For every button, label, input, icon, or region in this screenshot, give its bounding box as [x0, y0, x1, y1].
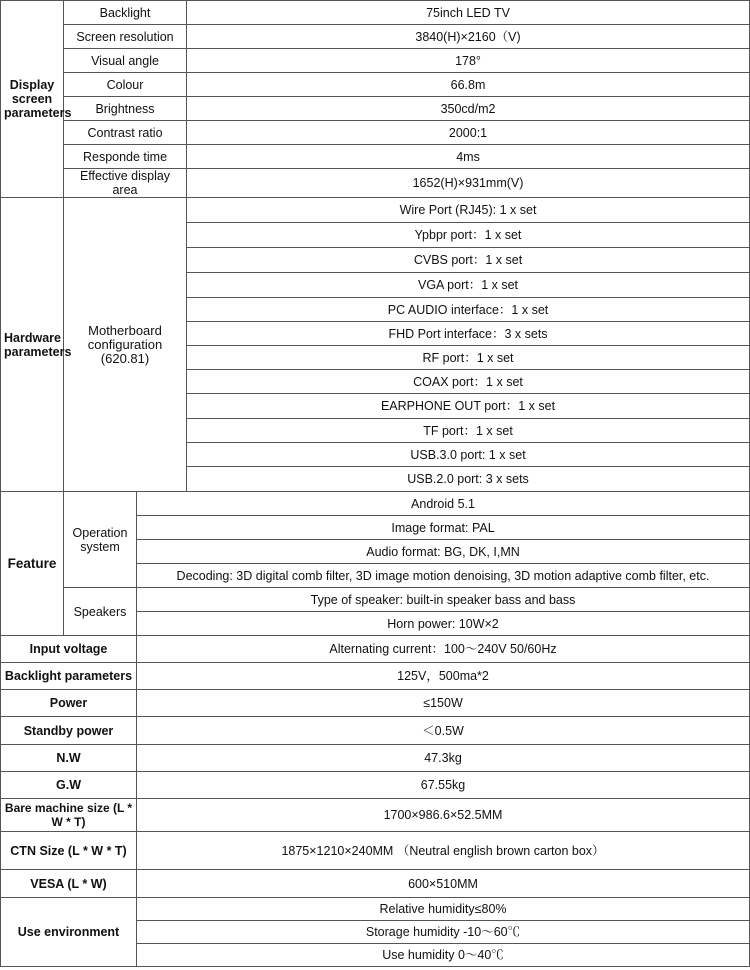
- row-value: USB.3.0 port: 1 x set: [187, 443, 750, 467]
- row-value: Storage humidity -10～60℃: [137, 921, 750, 944]
- row-value: 1700×986.6×52.5MM: [137, 799, 750, 832]
- row-label: Screen resolution: [64, 25, 187, 49]
- row-value: Horn power: 10W×2: [137, 612, 750, 636]
- env-label: Use environment: [1, 898, 137, 967]
- row-value: 1652(H)×931mm(V): [187, 169, 750, 198]
- table-row: [1, 799, 750, 832]
- table-row: [1, 145, 750, 169]
- row-value: Type of speaker: built-in speaker bass and bass: [137, 588, 750, 612]
- row-value: 47.3kg: [137, 745, 750, 772]
- table-row: [1, 717, 750, 745]
- row-label: Visual angle: [64, 49, 187, 73]
- row-label: VESA (L * W): [1, 870, 137, 898]
- row-value: Image format: PAL: [137, 516, 750, 540]
- row-value: Android 5.1: [137, 492, 750, 516]
- table-row: [1, 49, 750, 73]
- table-row: [1, 832, 750, 870]
- row-value: ≤150W: [137, 690, 750, 717]
- row-value: EARPHONE OUT port：1 x set: [187, 394, 750, 419]
- row-value: Wire Port (RJ45): 1 x set: [187, 198, 750, 223]
- row-label: Backlight: [64, 1, 187, 25]
- row-value: 75inch LED TV: [187, 1, 750, 25]
- row-value: USB.2.0 port: 3 x sets: [187, 467, 750, 492]
- row-value: 2000:1: [187, 121, 750, 145]
- table-row: [1, 97, 750, 121]
- group-display-label: Display screen parameters: [1, 1, 64, 198]
- row-value: COAX port：1 x set: [187, 370, 750, 394]
- row-value: TF port：1 x set: [187, 419, 750, 443]
- row-label: Standby power: [1, 717, 137, 745]
- row-value: 66.8m: [187, 73, 750, 97]
- motherboard-label: Motherboard configuration (620.81): [64, 198, 187, 492]
- row-value: Audio format: BG, DK, I,MN: [137, 540, 750, 564]
- row-value: VGA port：1 x set: [187, 273, 750, 298]
- table-row: [1, 745, 750, 772]
- group-feature-label: Feature: [1, 492, 64, 636]
- row-value: RF port：1 x set: [187, 346, 750, 370]
- row-label: CTN Size (L * W * T): [1, 832, 137, 870]
- row-value: Ypbpr port：1 x set: [187, 223, 750, 248]
- row-value: 67.55kg: [137, 772, 750, 799]
- table-row: [1, 636, 750, 663]
- table-row: [1, 663, 750, 690]
- row-label: Backlight parameters: [1, 663, 137, 690]
- row-value: Decoding: 3D digital comb filter, 3D image motion denoising, 3D motion adaptive comb filter, etc.: [137, 564, 750, 588]
- table-row: [1, 121, 750, 145]
- row-label: Bare machine size (L * W * T): [1, 799, 137, 832]
- row-label: Colour: [64, 73, 187, 97]
- row-value: FHD Port interface：3 x sets: [187, 322, 750, 346]
- row-value: 4ms: [187, 145, 750, 169]
- row-label: Contrast ratio: [64, 121, 187, 145]
- table-row: [1, 1, 750, 25]
- row-value: PC AUDIO interface：1 x set: [187, 298, 750, 322]
- speakers-label: Speakers: [64, 588, 137, 636]
- row-value: Alternating current：100～240V 50/60Hz: [137, 636, 750, 663]
- table-row: [1, 492, 750, 516]
- row-label: Responde time: [64, 145, 187, 169]
- row-value: 178°: [187, 49, 750, 73]
- row-value: Relative humidity≤80%: [137, 898, 750, 921]
- table-row: [1, 198, 750, 223]
- row-value: 600×510MM: [137, 870, 750, 898]
- table-row: [1, 870, 750, 898]
- row-label: N.W: [1, 745, 137, 772]
- row-label: Power: [1, 690, 137, 717]
- table-row: [1, 588, 750, 612]
- group-hardware-label: Hardware parameters: [1, 198, 64, 492]
- os-label: Operation system: [64, 492, 137, 588]
- table-row: [1, 73, 750, 97]
- row-value: 3840(H)×2160（V): [187, 25, 750, 49]
- table-row: [1, 898, 750, 921]
- row-label: Brightness: [64, 97, 187, 121]
- row-label: G.W: [1, 772, 137, 799]
- row-value: 1875×1210×240MM （Neutral english brown carton box）: [137, 832, 750, 870]
- row-value: CVBS port：1 x set: [187, 248, 750, 273]
- table-row: [1, 25, 750, 49]
- row-label: Effective display area: [64, 169, 187, 198]
- row-value: Use humidity 0～40℃: [137, 944, 750, 967]
- row-value: 125V，500ma*2: [137, 663, 750, 690]
- row-label: Input voltage: [1, 636, 137, 663]
- row-value: 350cd/m2: [187, 97, 750, 121]
- row-value: ＜0.5W: [137, 717, 750, 745]
- table-row: [1, 690, 750, 717]
- table-row: [1, 169, 750, 198]
- table-row: [1, 772, 750, 799]
